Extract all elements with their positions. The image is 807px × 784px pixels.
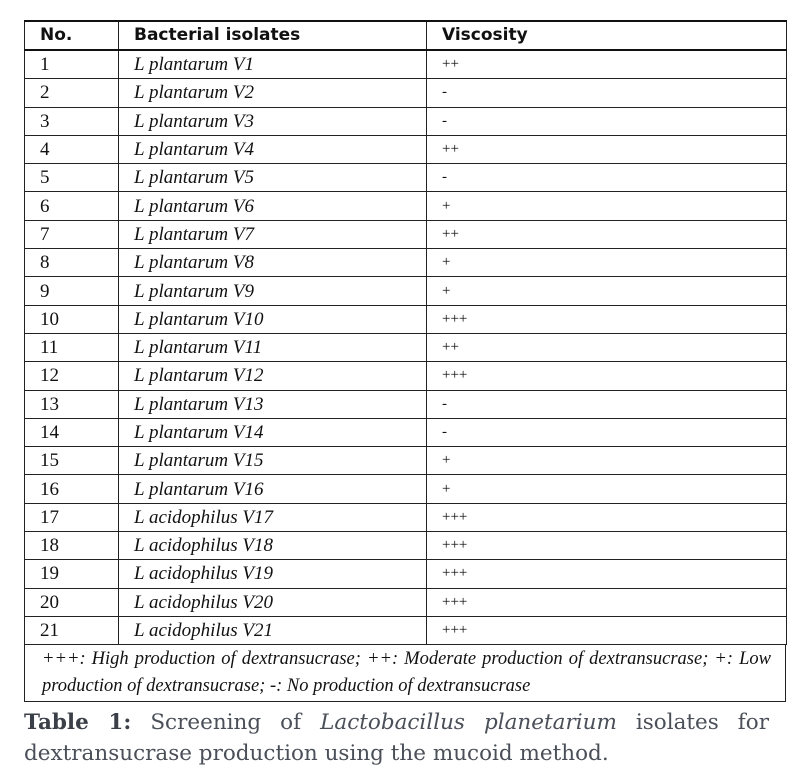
isolate-name-cell: L plantarum V15	[119, 447, 427, 475]
header-viscosity: Viscosity	[427, 21, 787, 50]
viscosity-cell: ++	[427, 333, 787, 361]
table-row	[25, 560, 787, 588]
isolates-table	[24, 20, 787, 645]
table-row	[25, 305, 787, 333]
row-number-cell: 16	[25, 475, 119, 503]
isolate-name-cell: L acidophilus V17	[119, 503, 427, 531]
isolate-name-cell: L acidophilus V21	[119, 616, 427, 644]
row-number-cell: 17	[25, 503, 119, 531]
caption-label: Table 1:	[24, 710, 132, 735]
isolate-name-cell: L acidophilus V20	[119, 588, 427, 616]
isolate-name-cell: L plantarum V14	[119, 418, 427, 446]
isolate-name-cell: L plantarum V11	[119, 333, 427, 361]
viscosity-cell: +	[427, 447, 787, 475]
isolate-name-cell: L plantarum V3	[119, 107, 427, 135]
table-row	[25, 418, 787, 446]
row-number-cell: 10	[25, 305, 119, 333]
isolate-name-cell: L plantarum V12	[119, 362, 427, 390]
isolate-name-cell: L acidophilus V18	[119, 532, 427, 560]
viscosity-cell: -	[427, 107, 787, 135]
isolate-name-cell: L plantarum V5	[119, 164, 427, 192]
table-row	[25, 588, 787, 616]
row-number-cell: 14	[25, 418, 119, 446]
row-number-cell: 8	[25, 249, 119, 277]
row-number-cell: 3	[25, 107, 119, 135]
header-no: No.	[25, 21, 119, 50]
isolate-name-cell: L plantarum V9	[119, 277, 427, 305]
table-row	[25, 447, 787, 475]
isolate-name-cell: L plantarum V7	[119, 220, 427, 248]
row-number-cell: 4	[25, 135, 119, 163]
table-row	[25, 390, 787, 418]
row-number-cell: 1	[25, 50, 119, 79]
table-body	[25, 50, 787, 645]
table-row	[25, 79, 787, 107]
isolate-name-cell: L plantarum V13	[119, 390, 427, 418]
viscosity-cell: -	[427, 418, 787, 446]
table-footnote: +++: High production of dextransucrase; ++: Moderate production of dextransucrase; +: Low production of dextransucrase; -: No production of dextransucrase	[24, 645, 786, 702]
row-number-cell: 9	[25, 277, 119, 305]
table-row	[25, 249, 787, 277]
row-number-cell: 2	[25, 79, 119, 107]
isolate-name-cell: L plantarum V2	[119, 79, 427, 107]
caption-text-after: isolates for dextransucrase production using the mucoid method.	[24, 710, 769, 766]
viscosity-cell: +	[427, 475, 787, 503]
viscosity-cell: -	[427, 79, 787, 107]
isolate-name-cell: L plantarum V6	[119, 192, 427, 220]
table-row	[25, 107, 787, 135]
viscosity-cell: +++	[427, 588, 787, 616]
row-number-cell: 15	[25, 447, 119, 475]
table-row	[25, 616, 787, 644]
caption-species: Lactobacillus planetarium	[320, 710, 617, 735]
viscosity-cell: ++	[427, 50, 787, 79]
caption-text-before: Screening of	[150, 710, 302, 735]
viscosity-cell: +	[427, 249, 787, 277]
table-header-row	[25, 21, 787, 50]
table-row	[25, 532, 787, 560]
viscosity-cell: +	[427, 192, 787, 220]
table-row	[25, 362, 787, 390]
table-container	[24, 20, 786, 702]
table-row	[25, 164, 787, 192]
row-number-cell: 18	[25, 532, 119, 560]
isolate-name-cell: L acidophilus V19	[119, 560, 427, 588]
row-number-cell: 13	[25, 390, 119, 418]
table-row	[25, 220, 787, 248]
row-number-cell: 11	[25, 333, 119, 361]
viscosity-cell: ++	[427, 135, 787, 163]
viscosity-cell: ++	[427, 220, 787, 248]
viscosity-cell: +++	[427, 305, 787, 333]
row-number-cell: 5	[25, 164, 119, 192]
table-caption	[24, 707, 769, 769]
isolate-name-cell: L plantarum V1	[119, 50, 427, 79]
viscosity-cell: +++	[427, 503, 787, 531]
viscosity-cell: -	[427, 164, 787, 192]
table-row	[25, 192, 787, 220]
header-bacterial-isolates: Bacterial isolates	[119, 21, 427, 50]
row-number-cell: 19	[25, 560, 119, 588]
viscosity-cell: +++	[427, 560, 787, 588]
row-number-cell: 6	[25, 192, 119, 220]
isolate-name-cell: L plantarum V10	[119, 305, 427, 333]
row-number-cell: 20	[25, 588, 119, 616]
isolate-name-cell: L plantarum V4	[119, 135, 427, 163]
viscosity-cell: +++	[427, 362, 787, 390]
viscosity-cell: +++	[427, 532, 787, 560]
row-number-cell: 21	[25, 616, 119, 644]
table-row	[25, 333, 787, 361]
row-number-cell: 12	[25, 362, 119, 390]
table-row	[25, 135, 787, 163]
viscosity-cell: -	[427, 390, 787, 418]
viscosity-cell: +	[427, 277, 787, 305]
table-row	[25, 50, 787, 79]
table-row	[25, 503, 787, 531]
isolate-name-cell: L plantarum V8	[119, 249, 427, 277]
isolate-name-cell: L plantarum V16	[119, 475, 427, 503]
table-row	[25, 475, 787, 503]
table-row	[25, 277, 787, 305]
viscosity-cell: +++	[427, 616, 787, 644]
row-number-cell: 7	[25, 220, 119, 248]
